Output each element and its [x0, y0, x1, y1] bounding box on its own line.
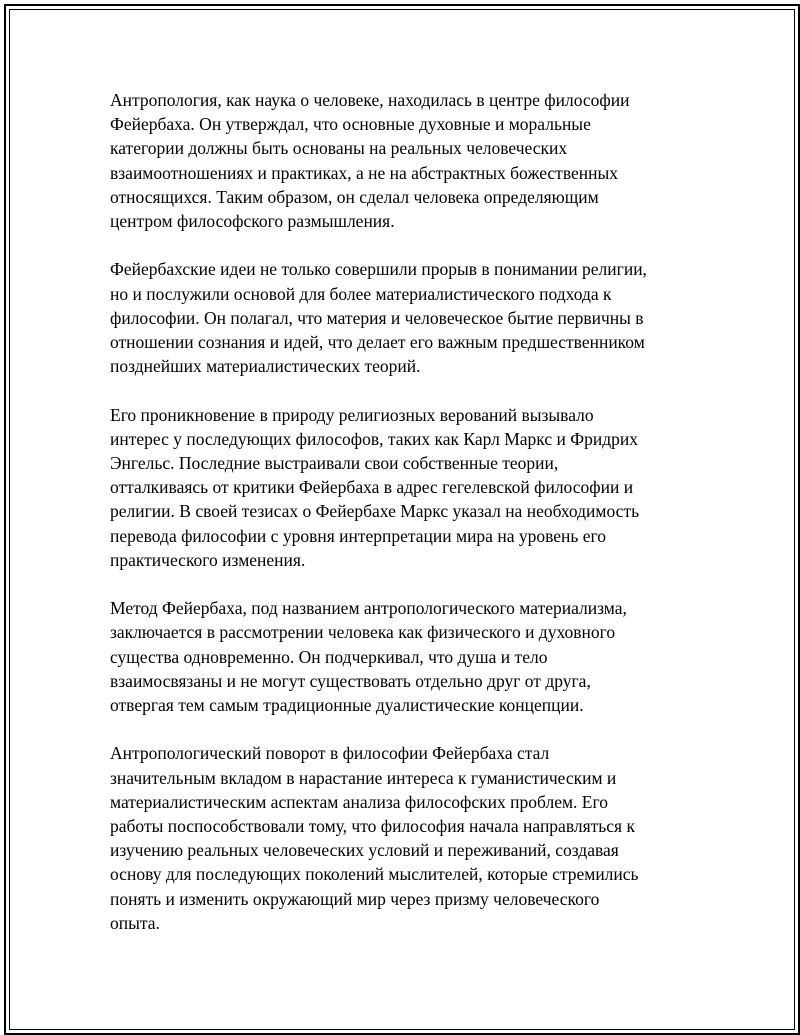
paragraph-1: Антропология, как наука о человеке, находилась в центре философии Фейербаха. Он утверждал, что основные духовные и моральные категории должны быть основаны на реальных человеческих взаимоотношениях и практиках, а не на абстрактных божественных относящихся. Таким образом, он сделал человека определяющим центром философского размышления. [110, 90, 630, 232]
document-body [110, 88, 695, 959]
paragraph-5: Антропологический поворот в философии Фейербаха стал значительным вкладом в нарастание интереса к гуманистическим и материалистическим аспектам анализа философских проблем. Его работы поспособствовали тому, что философия начала направляться к изучению реальных человеческих условий и переживаний, создавая основу для последующих поколений мыслителей, которые стремились понять и изменить окружающий мир через призму человеческого опыта. [110, 743, 639, 933]
paragraph-4: Метод Фейербаха, под названием антропологического материализма, заключается в рассмотрении человека как физического и духовного существа одновременно. Он подчеркивал, что душа и тело взаимосвязаны и не могут существовать отдельно друг от друга, отвергая тем самым традиционные дуалистические концепции. [110, 598, 627, 716]
paragraph-2: Фейербахские идеи не только совершили прорыв в понимании религии, но и послужили основой для более материалистического подхода к философии. Он полагал, что материя и человеческое бытие первичны в отношении сознания и идей, что делает его важным предшественником позднейших материалистических теорий. [110, 259, 647, 377]
paragraph-3: Его проникновение в природу религиозных верований вызывало интерес у последующих философов, таких как Карл Маркс и Фридрих Энгельс. Последние выстраивали свои собственные теории, отталкиваясь от критики Фейербаха в адрес гегелевской философии и религии. В своей тезисах о Фейербахе Маркс указал на необходимость перевода философии с уровня интерпретации мира на уровень его практического изменения. [110, 404, 640, 570]
